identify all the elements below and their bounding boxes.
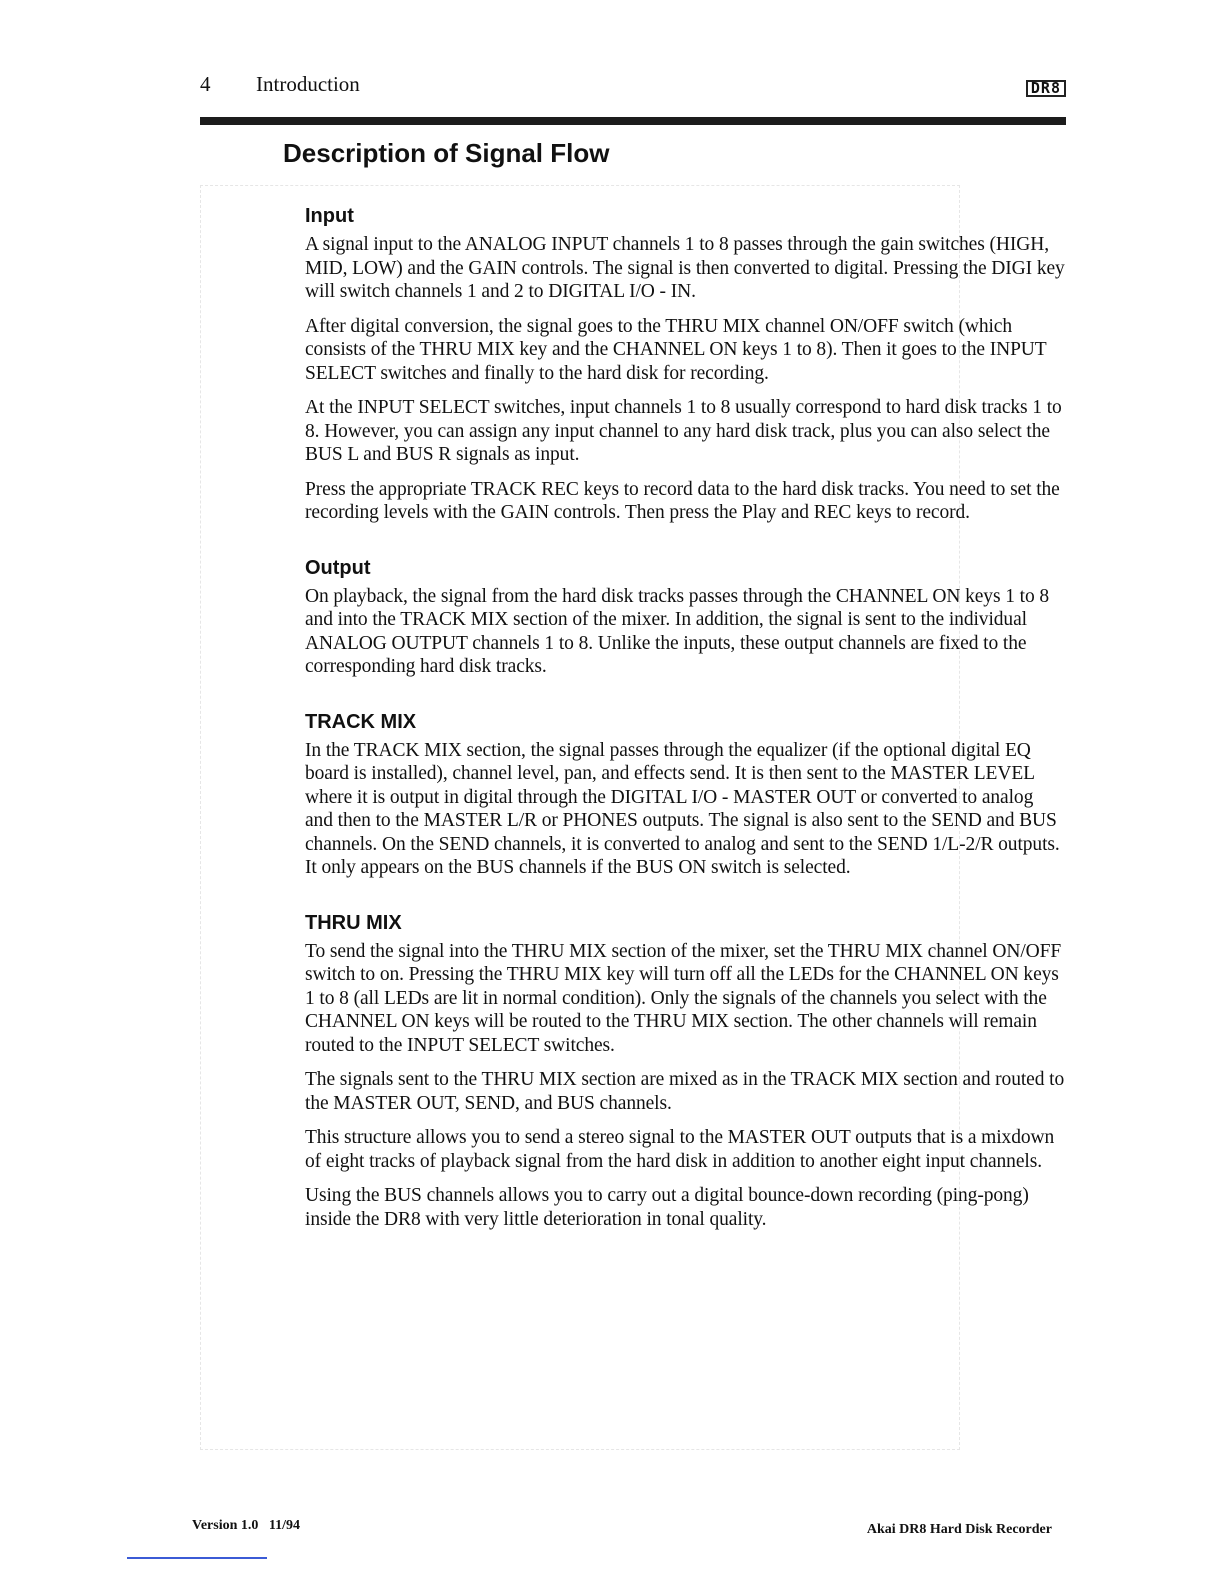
page-footer <box>192 1518 1052 1542</box>
section-output <box>305 555 1065 679</box>
section-heading: TRACK MIX <box>305 710 417 733</box>
header-rule <box>200 117 1066 125</box>
paragraph: Using the BUS channels allows you to carry out a digital bounce-down recording (ping-pong) inside the DR8 with very little deterioration in tonal quality. <box>305 1185 1029 1230</box>
section-track-mix <box>305 709 1065 880</box>
section-heading: Output <box>305 556 371 579</box>
page-header <box>200 70 1066 100</box>
paragraph: Press the appropriate TRACK REC keys to record data to the hard disk tracks. You need to set the recording levels with the GAIN controls. Then press the Play and REC keys to record. <box>305 478 1060 523</box>
paragraph: On playback, the signal from the hard disk tracks passes through the CHANNEL ON keys 1 to 8 and into the TRACK MIX section of the mixer. In addition, the signal is sent to the individual ANALOG OUTPUT channels 1 to 8. Unlike the inputs, these output channels are fixed to the corresponding hard disk tracks. <box>305 585 1050 677</box>
paragraph: This structure allows you to send a stereo signal to the MASTER OUT outputs that is a mixdown of eight tracks of playback signal from the hard disk in addition to another eight input channels. <box>305 1127 1055 1172</box>
paragraph: The signals sent to the THRU MIX section are mixed as in the TRACK MIX section and routed to the MASTER OUT, SEND, and BUS channels. <box>305 1069 1065 1114</box>
paragraph: To send the signal into the THRU MIX section of the mixer, set the THRU MIX channel ON/OFF switch to on. Pressing the THRU MIX key will turn off all the LEDs for the CHANNEL ON keys 1 to 8 (all LEDs are lit in normal condition). Only the signals of the channels you select with the CHANNEL ON keys will be routed to the THRU MIX section. The other channels will remain routed to the INPUT SELECT switches. <box>305 940 1062 1056</box>
footer-accent-line <box>127 1557 267 1559</box>
page-content <box>305 203 1065 1242</box>
paragraph: A signal input to the ANALOG INPUT channels 1 to 8 passes through the gain switches (HIGH, MID, LOW) and the GAIN controls. The signal is then converted to digital. Pressing the DIGI key will switch channels 1 and 2 to DIGITAL I/O - IN. <box>305 234 1065 302</box>
chapter-name: Introduction <box>256 72 360 96</box>
product-name: Akai DR8 Hard Disk Recorder <box>866 1522 1052 1537</box>
section-heading: THRU MIX <box>305 911 402 934</box>
brand-logo: DR8 <box>1026 80 1066 97</box>
paragraph: At the INPUT SELECT switches, input channels 1 to 8 usually correspond to hard disk tracks 1 to 8. However, you can assign any input channel to any hard disk track, plus you can also select the BUS L and BUS R signals as input. <box>305 397 1062 465</box>
section-heading: Input <box>305 205 354 227</box>
page-title: Description of Signal Flow <box>283 138 610 168</box>
page-number: 4 <box>200 72 211 96</box>
section-thru-mix <box>305 910 1065 1232</box>
paragraph: In the TRACK MIX section, the signal passes through the equalizer (if the optional digital EQ board is installed), channel level, pan, and effects send. It is then sent to the MASTER LEVEL where it is output in digital through the DIGITAL I/O - MASTER OUT or converted to analog and then to the MASTER L/R or PHONES outputs. The signal is also sent to the SEND and BUS channels. On the SEND channels, it is converted to analog and sent to the SEND 1/L-2/R outputs. It only appears on the BUS channels if the BUS ON switch is selected. <box>305 739 1060 878</box>
paragraph: After digital conversion, the signal goes to the THRU MIX channel ON/OFF switch (which consists of the THRU MIX key and the CHANNEL ON keys 1 to 8). Then it goes to the INPUT SELECT switches and finally to the hard disk for recording. <box>305 315 1047 384</box>
version-label: Version 1.0 11/94 <box>192 1518 300 1533</box>
section-input <box>305 203 1065 525</box>
